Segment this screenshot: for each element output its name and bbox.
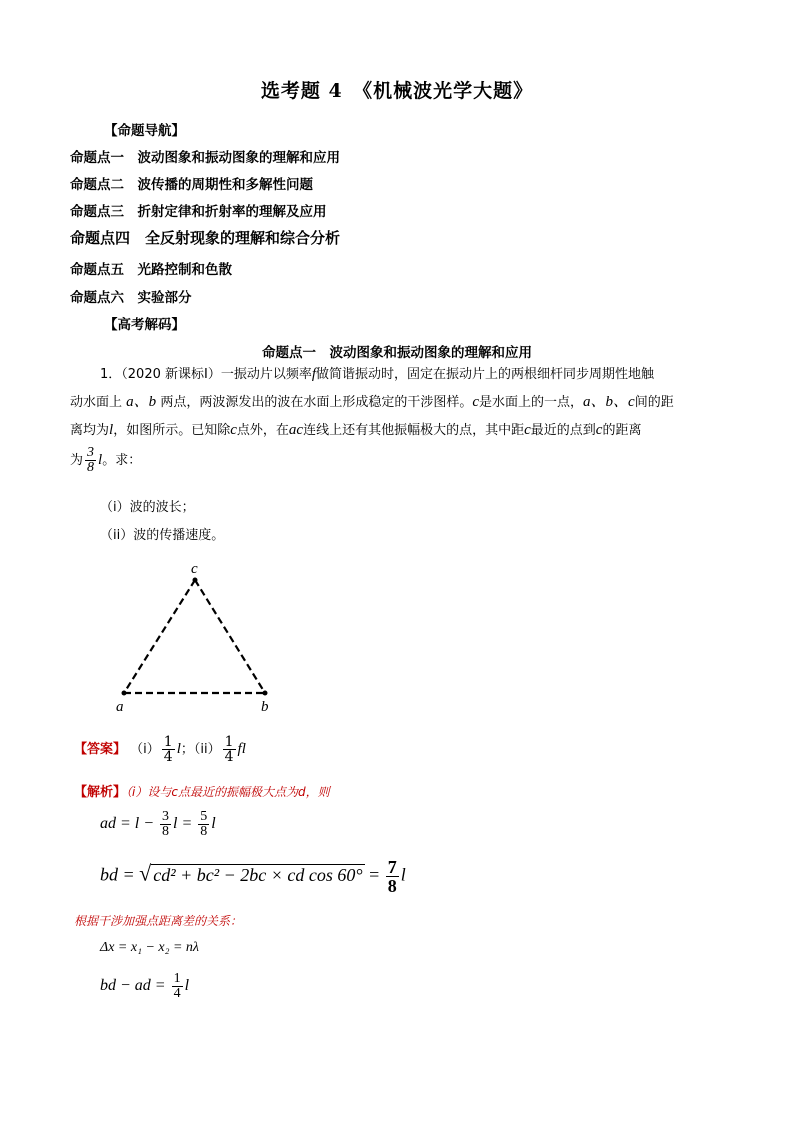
- question-text: 。求：: [102, 453, 142, 468]
- analysis-note: 根据干涉加强点距离差的关系：: [74, 914, 243, 928]
- var-l: l: [109, 422, 114, 438]
- var-c: c: [230, 422, 237, 438]
- question-text: ，如图所示。已知除: [113, 423, 231, 438]
- toc-item-5: 命题点五 光路控制和色散: [70, 262, 232, 278]
- var-ab: a、b: [126, 394, 157, 410]
- question-text: 1．（2020 新课标Ⅰ）一振动片以频率: [100, 367, 312, 382]
- var-l: l: [98, 452, 103, 468]
- var-f: f: [311, 366, 316, 382]
- fraction: $\frac{3}{8}$: [162, 809, 170, 839]
- question-text: 是水面上的一点，: [479, 395, 584, 410]
- fraction: $\frac{1}{4}$: [224, 734, 234, 765]
- equation-delta: Δx = x₁ − x₂ = nλ: [100, 940, 199, 955]
- question-line-4: [70, 446, 141, 475]
- var-abc: a、b、c: [583, 394, 635, 410]
- label-a: a: [116, 699, 124, 715]
- question-line-1: [100, 360, 654, 389]
- analysis-intro: 【解析】（i）设与c点最近的振幅极大点为d，则: [74, 785, 330, 800]
- nav-header: 【命题导航】: [104, 123, 185, 139]
- toc-item-4: 命题点四 全反射现象的理解和综合分析: [70, 229, 341, 247]
- page-title: 选考题 4 《机械波光学大题》: [260, 80, 534, 102]
- var-c: c: [595, 422, 603, 438]
- point-a: [122, 691, 127, 696]
- question-part-2: （ii）波的传播速度。: [100, 528, 225, 543]
- equation-ad: ad = l − $\frac{3}{8}$ l = $\frac{5}{8}$ l: [100, 809, 216, 839]
- answer-tag: 【答案】: [74, 742, 127, 757]
- fraction: $\frac{3}{8}$: [87, 445, 95, 475]
- answer-line: 【答案】 （i） $\frac{1}{4}$ l；（ii） $\frac{1}{4}$ fl: [74, 734, 246, 765]
- question-text: 离均为: [70, 423, 110, 438]
- question-part-1: （i）波的波长；: [100, 500, 195, 515]
- question-text: 为: [70, 453, 84, 468]
- question-text: 的距离: [602, 423, 642, 438]
- sqrt-sign: √: [139, 860, 152, 886]
- toc-item-1: 命题点一 波动图象和振动图象的理解和应用: [70, 150, 340, 166]
- question-text: 做简谐振动时，固定在振动片上的两根细杆同步周期性地触: [316, 367, 655, 382]
- analysis-tag: 【解析】: [74, 785, 127, 800]
- question-text: 点外，在: [236, 423, 289, 438]
- var-c: c: [524, 422, 531, 438]
- fraction: $\frac{5}{8}$: [200, 809, 208, 839]
- fraction: $\frac{1}{4}$: [173, 971, 181, 1001]
- toc-item-3: 命题点三 折射定律和折射率的理解及应用: [70, 204, 327, 220]
- section-title: 命题点一 波动图象和振动图象的理解和应用: [262, 345, 532, 361]
- question-text: 最近的点到: [530, 423, 596, 438]
- edge-ca: [124, 580, 195, 693]
- decode-header: 【高考解码】: [104, 317, 185, 333]
- var-c: c: [472, 394, 479, 410]
- question-text: 两点，两波源发出的波在水面上形成稳定的干涉图样。: [160, 395, 473, 410]
- fraction: $\frac{1}{4}$: [163, 734, 173, 765]
- question-text: 间的距: [634, 395, 674, 410]
- point-c: [193, 578, 198, 583]
- edge-cb: [195, 580, 265, 693]
- question-line-3: [70, 416, 641, 445]
- equation-diff: bd − ad = $\frac{1}{4}$ l: [100, 971, 190, 1001]
- radicand: cd² + bc² − 2bc × cd cos 60°: [153, 864, 363, 885]
- triangle-figure: [110, 560, 280, 720]
- point-b: [263, 691, 268, 696]
- question-text: 动水面上: [70, 395, 123, 410]
- var-ac: ac: [288, 422, 304, 438]
- question-text: 连线上还有其他振幅极大的点，其中距: [303, 423, 525, 438]
- fraction: $\frac{7}{8}$: [387, 857, 397, 896]
- toc-item-2: 命题点二 波传播的周期性和多解性问题: [70, 177, 313, 193]
- label-b: b: [261, 699, 269, 715]
- question-line-2: [70, 388, 674, 417]
- toc-item-6: 命题点六 实验部分: [70, 290, 192, 306]
- label-c: c: [191, 561, 198, 577]
- equation-bd: bd = √ cd² + bc² − 2bc × cd cos 60° = $\frac{7}{8}$ l: [100, 857, 406, 896]
